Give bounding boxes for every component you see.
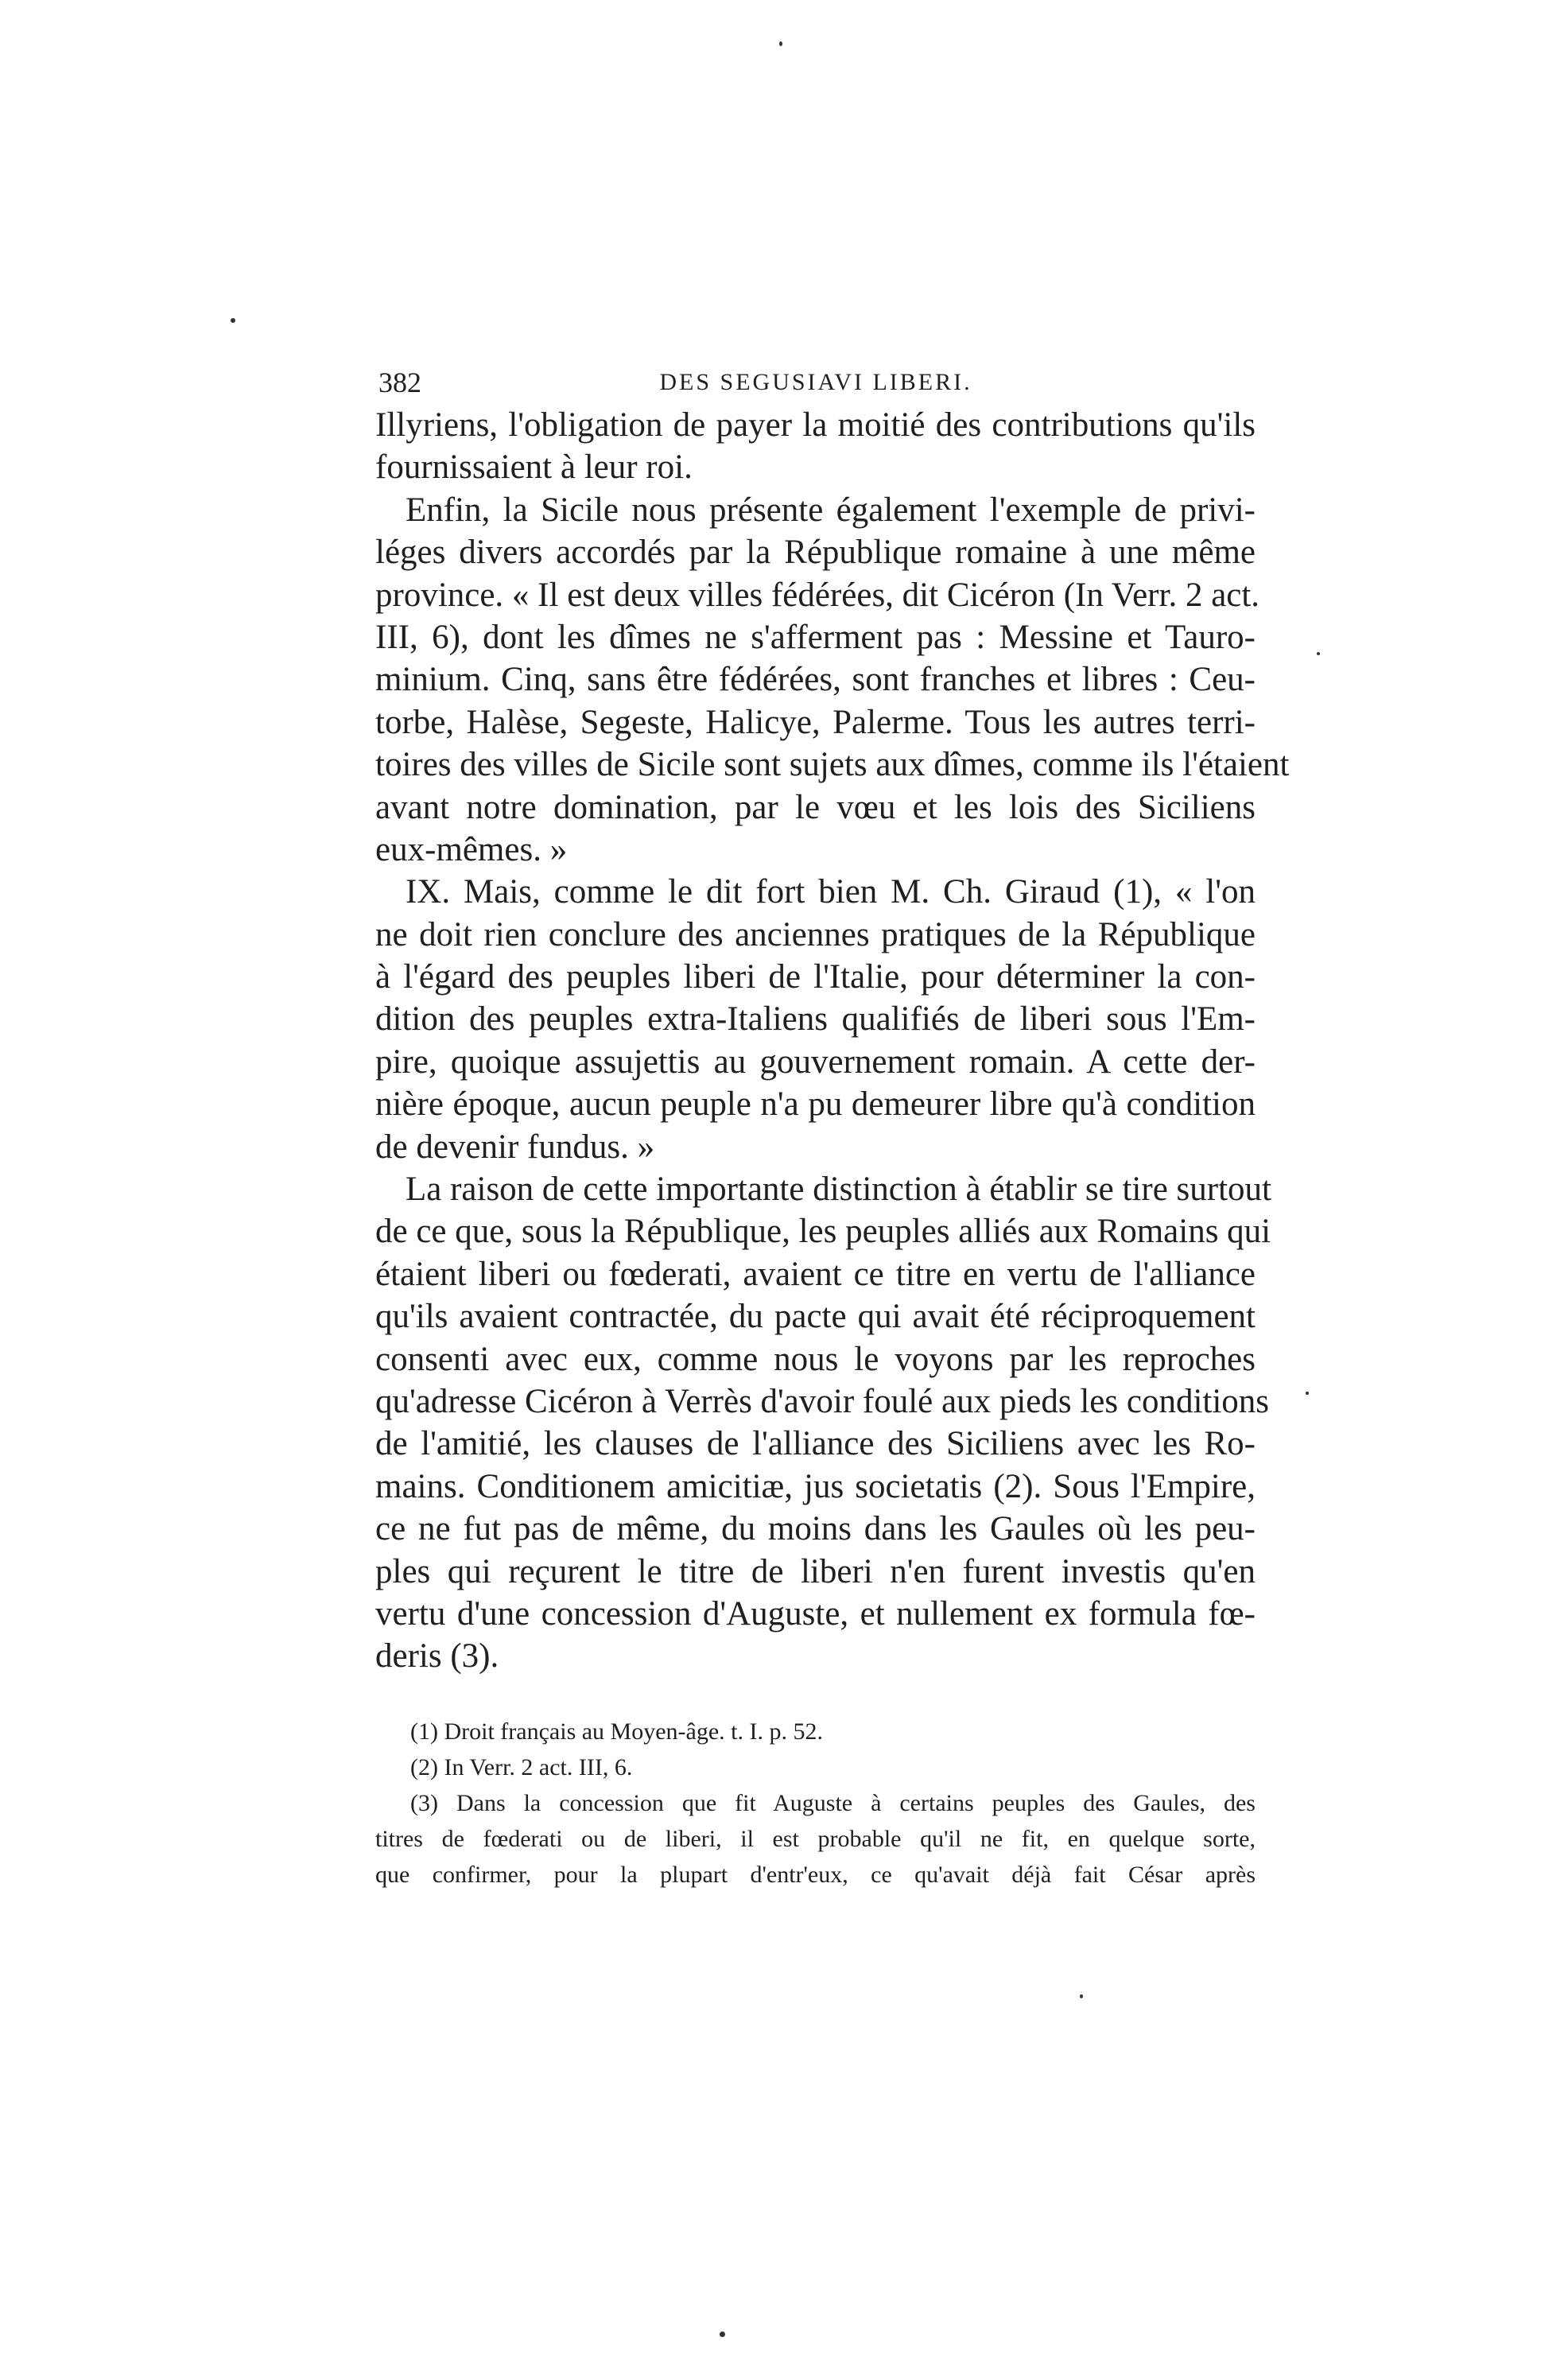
text-line: vertu d'une concession d'Auguste, et nullement ex formula fœ- xyxy=(375,1594,1256,1633)
text-line: ce ne fut pas de même, du moins dans les Gaules où les peu- xyxy=(375,1510,1256,1548)
ink-speck xyxy=(1080,1994,1083,1998)
text-line: Illyriens, l'obligation de payer la moitié des contributions qu'ils xyxy=(375,406,1256,444)
text-line: deris (3). xyxy=(375,1637,499,1675)
text-line: province. « Il est deux villes fédérées, dit Cicéron (In Verr. 2 act. xyxy=(375,576,1260,614)
page-header xyxy=(378,363,1253,402)
text-line: eux-mêmes. » xyxy=(375,830,568,868)
footnote-line: titres de fœderati ou de liberi, il est probable qu'il ne fit, en quelque sorte, xyxy=(375,1826,1256,1852)
ink-speck xyxy=(1317,652,1320,655)
footnote-line: que confirmer, pour la plupart d'entr'eux, ce qu'avait déjà fait César après xyxy=(375,1862,1256,1888)
text-line: fournissaient à leur roi. xyxy=(375,448,693,487)
footnote-line: (1) Droit français au Moyen-âge. t. I. p. 52. xyxy=(410,1718,823,1745)
text-line: étaient liberi ou fœderati, avaient ce titre en vertu de l'alliance xyxy=(375,1255,1256,1293)
text-line: qu'ils avaient contractée, du pacte qui avait été réciproquement xyxy=(375,1298,1256,1336)
text-line: toires des villes de Sicile sont sujets aux dîmes, comme ils l'étaient xyxy=(375,746,1290,784)
text-line: qu'adresse Cicéron à Verrès d'avoir foulé aux pieds les conditions xyxy=(375,1382,1270,1420)
text-line: de l'amitié, les clauses de l'alliance des Siciliens avec les Ro- xyxy=(375,1425,1256,1463)
text-line: de ce que, sous la République, les peuples alliés aux Romains qui xyxy=(375,1213,1271,1251)
text-line: léges divers accordés par la République romaine à une même xyxy=(375,534,1256,572)
ink-speck xyxy=(231,318,235,323)
running-head: DES SEGUSIAVI LIBERI. xyxy=(659,369,972,395)
text-line: ples qui reçurent le titre de liberi n'en furent investis qu'en xyxy=(375,1552,1256,1590)
text-line: torbe, Halèse, Segeste, Halicye, Palerme. Tous les autres terri- xyxy=(375,703,1256,741)
text-line: avant notre domination, par le vœu et les lois des Siciliens xyxy=(375,788,1256,826)
main-text xyxy=(375,404,1290,1678)
ink-speck xyxy=(779,41,782,46)
text-line: à l'égard des peuples liberi de l'Italie, pour déterminer la con- xyxy=(375,958,1256,996)
footnotes xyxy=(375,1714,1256,1893)
text-line: nière époque, aucun peuple n'a pu demeurer libre qu'à condition xyxy=(375,1085,1256,1124)
text-line: de devenir fundus. » xyxy=(375,1128,655,1166)
text-line: consenti avec eux, comme nous le voyons par les reproches xyxy=(375,1340,1256,1378)
footnote-line: (3) Dans la concession que fit Auguste à certains peuples des Gaules, des xyxy=(410,1790,1256,1816)
ink-speck xyxy=(720,2332,725,2337)
text-line: IX. Mais, comme le dit fort bien M. Ch. Giraud (1), « l'on xyxy=(406,873,1256,911)
text-line: mains. Conditionem amicitiæ, jus societatis (2). Sous l'Empire, xyxy=(375,1467,1256,1505)
text-line: ne doit rien conclure des anciennes pratiques de la République xyxy=(375,915,1256,953)
text-line: pire, quoique assujettis au gouvernement romain. A cette der- xyxy=(375,1043,1256,1081)
text-line: Enfin, la Sicile nous présente également l'exemple de privi- xyxy=(406,491,1256,529)
text-line: dition des peuples extra-Italiens qualifiés de liberi sous l'Em- xyxy=(375,1000,1256,1039)
page-number: 382 xyxy=(378,367,421,398)
text-line: La raison de cette importante distinction à établir se tire surtout xyxy=(406,1171,1271,1209)
text-line: minium. Cinq, sans être fédérées, sont franches et libres : Ceu- xyxy=(375,661,1256,699)
footnote-line: (2) In Verr. 2 act. III, 6. xyxy=(410,1754,633,1780)
text-line: III, 6), dont les dîmes ne s'afferment pas : Messine et Tauro- xyxy=(375,618,1256,656)
ink-speck xyxy=(1306,1392,1309,1395)
